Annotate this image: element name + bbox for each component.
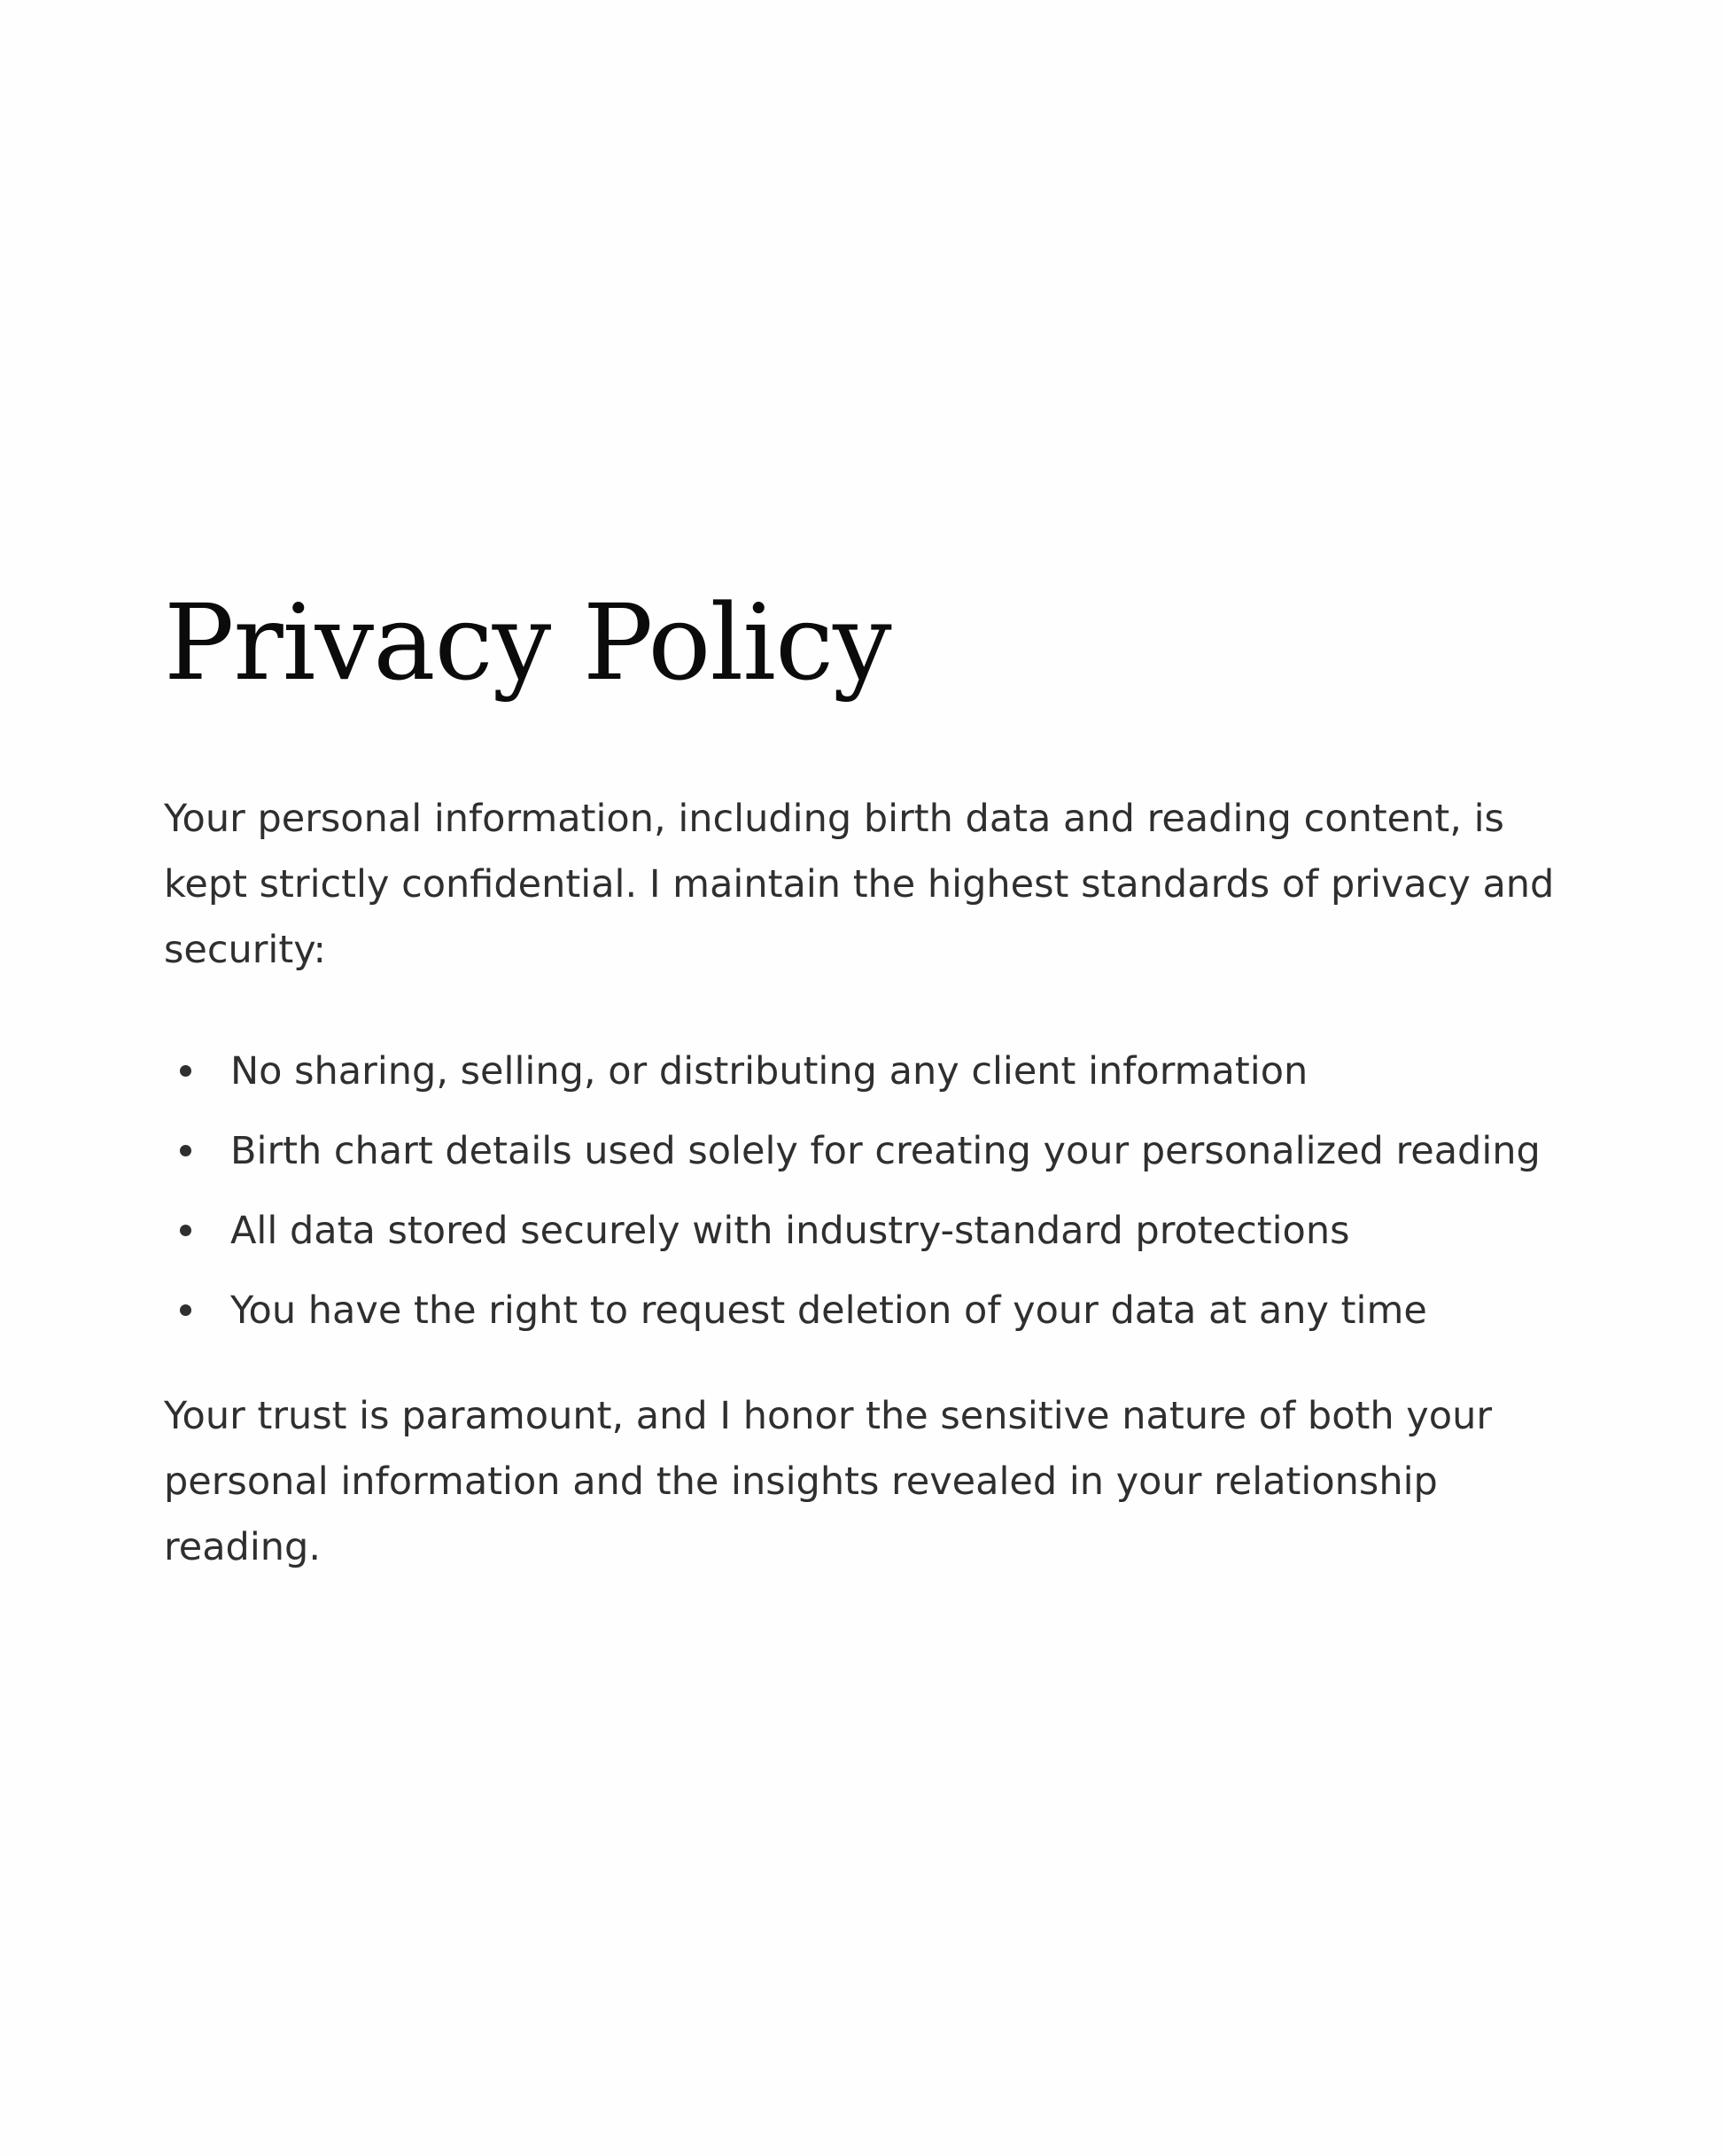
list-item [164,1031,1564,1111]
list-item [164,1111,1564,1191]
list-item-text: All data stored securely with industry-standard protections [230,1209,1350,1253]
list-item-text: You have the right to request deletion of your data at any time [230,1288,1427,1333]
closing-paragraph: Your trust is paramount, and I honor the sensitive nature of both your personal information and the insights revealed in your relationship reading. [164,1394,1492,1569]
bullet-icon [180,1225,191,1236]
list-item-text: Birth chart details used solely for creating your personalized reading [230,1129,1541,1173]
privacy-policy-section [164,580,1564,1580]
list-item [164,1191,1564,1271]
list-item-text: No sharing, selling, or distributing any client information [230,1049,1309,1094]
privacy-list [164,1031,1564,1350]
page-title: Privacy Policy [164,581,891,704]
bullet-icon [180,1145,191,1156]
bullet-icon [180,1304,191,1316]
intro-paragraph: Your personal information, including birth data and reading content, is kept strictly confidential. I maintain the highest standards of privacy and security: [164,797,1555,972]
list-item [164,1271,1564,1350]
bullet-icon [180,1065,191,1077]
